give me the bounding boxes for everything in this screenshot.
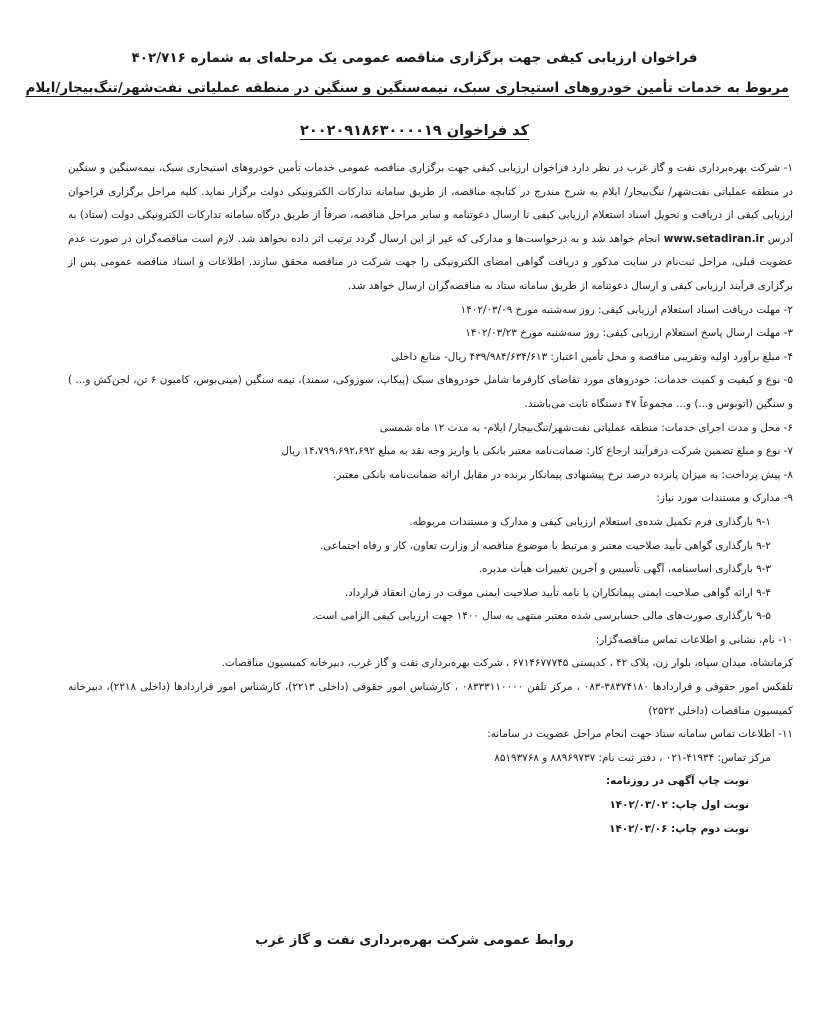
print-first-date: نوبت اول چاپ: ۱۴۰۲/۰۳/۰۲	[609, 799, 749, 812]
notice-body	[68, 157, 793, 841]
notice-subtitle: مربوط به خدمات تأمین خودروهای استیجاری سبک، نیمه‌سنگین و سنگین در منطقه عملیاتی نفت‌شهر/تنگ‌بیجار/ایلام	[25, 80, 789, 96]
section-8: ۸- پیش پرداخت: به میزان پانزده درصد نرخ پیشنهادی پیمانکار برنده در مقابل ارائه ضمانت‌نامه بانکی معتبر.	[333, 468, 793, 481]
print-schedule-title: نوبت چاپ آگهی در روزنامه:	[605, 775, 749, 788]
section-9-5: ۹-۵ بارگذاری صورت‌های مالی حسابرسی شده معتبر منتهی به سال ۱۴۰۰ جهت ارزیابی کیفی الزامی است.	[312, 610, 771, 623]
section-1-rest: انجام خواهد شد و به درخواست‌ها و مدارکی که غیر از این ارسال گردد ترتیب اثر داده نخواهد شد. لازم است مناقصه‌گران در صورت عدم عضویت قبلی، مراحل ثبت‌نام در سایت مذکور و دریافت گواهی امضای الکترونیکی را جهت شرکت در مناقصه محقق سازند. اطلاعات و اسناد مناقصه عمومی پس از برگزاری فرآیند ارزیابی کیفی و ارسال دعوتنامه از طریق سامانه ستاد به مناقصه‌گران ارسال خواهد شد.	[68, 232, 793, 292]
print-second-date: نوبت دوم چاپ: ۱۴۰۲/۰۳/۰۶	[609, 822, 749, 835]
section-4: ۴- مبلغ برآورد اولیه وتقریبی مناقصه و محل تأمین اعتبار: ۴۳۹/۹۸۴/۶۳۴/۶۱۳ ریال- منابع داخلی	[391, 350, 793, 363]
section-10-address: کرمانشاه، میدان سپاه، بلوار زن، پلاک ۴۲ ، کدپستی ۶۷۱۴۶۷۷۷۴۵ ، شرکت بهره‌برداری نفت و گاز غرب، دبیرخانه کمیسیون مناقصات.	[221, 657, 793, 670]
tender-code: کد فراخوان ۲۰۰۲۰۹۱۸۶۳۰۰۰۰۱۹	[300, 123, 529, 139]
section-10: ۱۰- نام، نشانی و اطلاعات تماس مناقصه‌گزار:	[595, 633, 793, 646]
section-11-contact: مرکز تماس: ۴۱۹۳۴-۰۲۱ ، دفتر ثبت نام: ۸۸۹۶۹۷۳۷ و ۸۵۱۹۳۷۶۸	[494, 751, 771, 764]
section-6: ۶- محل و مدت اجرای خدمات: منطقه عملیاتی نفت‌شهر/تنگ‌بیجار/ ایلام- به مدت ۱۲ ماه شمسی	[379, 421, 793, 434]
section-11: ۱۱- اطلاعات تماس سامانه ستاد جهت انجام مراحل عضویت در سامانه:	[487, 728, 793, 741]
notice-title: فراخوان ارزیابی کیفی جهت برگزاری مناقصه عمومی یک مرحله‌ای به شماره ۴۰۲/۷۱۶	[131, 50, 698, 66]
public-relations-signature: روابط عمومی شرکت بهره‌برداری نفت و گاز غرب	[255, 933, 574, 948]
section-1	[68, 157, 793, 299]
section-9-3: ۹-۳ بارگذاری اساسنامه، آگهی تأسیس و آخرین تغییرات هیأت مدیره.	[478, 563, 771, 576]
section-1-intro: ۱- شرکت بهره‌برداری نفت و گاز غرب در نظر دارد فراخوان ارزیابی کیفی جهت برگزاری مناقصه عمومی خدمات تأمین خودروهای استیجاری سبک، نیمه‌سنگین و سنگین در منطقه عملیاتی نفت‌شهر/ تنگ‌بیجار/ ایلام به شرح مندرج در کتابچه مناقصه، از طریق سامانه تدارکات الکترونیکی دولت برگزار نماید. کلیه مراحل برگزاری فراخوان ارزیابی کیفی از دریافت و تحویل اسناد استعلام ارزیابی کیفی تا ارسال دعوتنامه و سایر مراحل مناقصه، صرفاً از طریق درگاه سامانه تدارکات الکترونیکی دولت (ستاد) به آدرس	[68, 162, 793, 245]
section-9: ۹- مدارک و مستندات مورد نیاز:	[656, 492, 793, 505]
section-2: ۲- مهلت دریافت اسناد استعلام ارزیابی کیفی: روز سه‌شنبه مورخ ۱۴۰۲/۰۳/۰۹	[460, 303, 793, 316]
setad-website-link[interactable]: www.setadiran.ir	[663, 232, 765, 245]
section-9-1: ۹-۱ بارگذاری فرم تکمیل شده‌ی استعلام ارزیابی کیفی و مدارک و مستندات مربوطه.	[409, 515, 771, 528]
section-5: ۵- نوع و کیفیت و کمیت خدمات: خودروهای مورد تقاضای کارفرما شامل خودروهای سبک (پیکاپ، سوزوکی، سمند)، نیمه سنگین (مینی‌بوس، کامیون ۶ تن، لجن‌کش و... ) و سنگین (اتوبوس و...) و... مجموعاً ۴۷ دستگاه ثابت می‌باشند.	[68, 374, 793, 410]
section-9-4: ۹-۴ ارائه گواهی صلاحیت ایمنی پیمانکاران یا نامه تأیید صلاحیت ایمنی موقت در زمان انعقاد قرارداد.	[344, 586, 771, 599]
section-7: ۷- نوع و مبلغ تضمین شرکت درفرآیند ارجاع کار: ضمانت‌نامه معتبر بانکی یا واریز وجه نقد به مبلغ ۱۴،۷۹۹،۶۹۲،۶۹۲ ریال	[281, 445, 793, 458]
section-10-phones: تلفکس امور حقوقی و قراردادها ۳۸۳۷۴۱۸۰-۰۸۳ ، مرکز تلفن ۰۸۳۳۳۱۱۰۰۰۰ ، کارشناس امور حقوقی (داخلی ۲۲۱۳)، کارشناس امور قراردادها (داخلی ۲۲۱۸)، دبیرخانه کمیسیون مناقصات (داخلی ۲۵۲۲)	[68, 681, 793, 717]
section-3: ۳- مهلت ارسال پاسخ استعلام ارزیابی کیفی: روز سه‌شنبه مورخ ۱۴۰۲/۰۳/۲۳	[465, 327, 793, 340]
section-9-2: ۹-۲ بارگذاری گواهی تأیید صلاحیت معتبر و مرتبط با موضوع مناقصه از وزارت تعاون، کار و رفاه اجتماعی.	[319, 539, 771, 552]
